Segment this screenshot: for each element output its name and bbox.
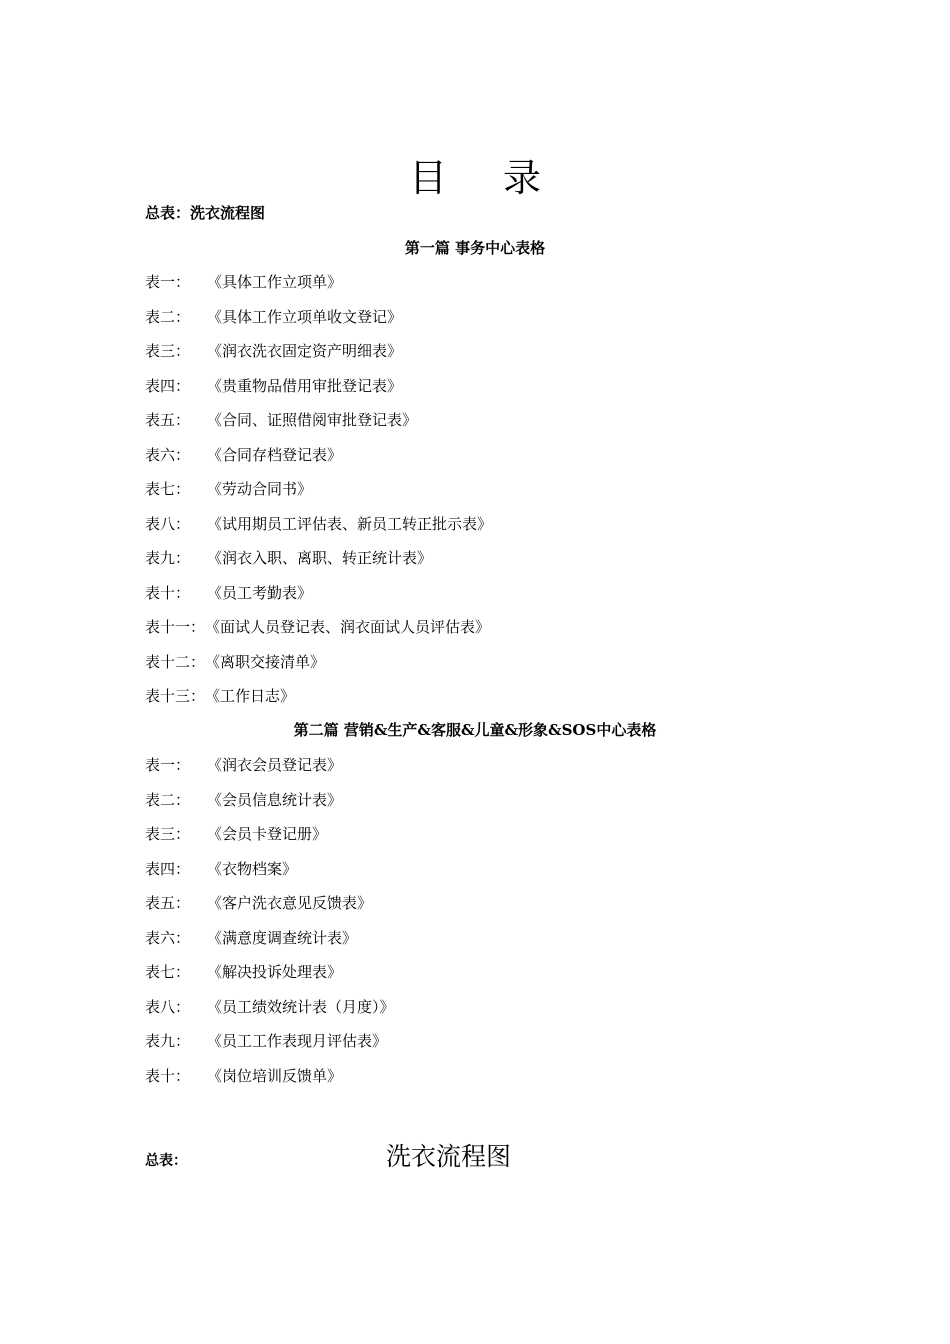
toc-item-label: 表十一： [145,618,206,636]
section2-heading: 第二篇 营销&生产&客服&儿童&形象&SOS中心表格 [293,721,657,739]
toc-item [145,582,492,617]
toc-item-label: 表十： [145,583,191,602]
toc-item [145,961,395,996]
toc-item-name: 《劳动合同书》 [207,480,313,498]
toc-item [145,685,492,720]
toc-item-label: 表九： [145,549,191,567]
toc-item-name: 《会员卡登记册》 [207,825,328,843]
toc-item-name: 《离职交接清单》 [205,652,326,671]
toc-item-name: 《具体工作立项单收文登记》 [207,307,403,326]
toc-item [145,375,492,410]
toc-item [145,513,492,548]
section1-heading: 第一篇 事务中心表格 [404,239,546,257]
toc-item-label: 表六： [145,445,191,464]
toc-item-label: 表三： [145,342,191,360]
toc-item-name: 《客户洗衣意见反馈表》 [207,894,373,912]
toc-item [145,306,492,341]
toc-item [145,789,395,824]
toc-item-name: 《衣物档案》 [207,859,298,878]
toc-item-label: 表一： [145,273,191,291]
toc-item-label: 表七： [145,480,191,498]
toc-item [145,616,492,651]
toc-item-label: 表二： [145,307,191,326]
toc-item-name: 《具体工作立项单》 [207,273,343,291]
toc-item-label: 表一： [145,756,191,774]
toc-item-name: 《员工考勤表》 [207,583,313,602]
toc-item-name: 《润衣会员登记表》 [207,756,343,774]
toc-item [145,996,395,1031]
toc-item-label: 表十二： [145,652,206,671]
summary-entry [145,202,265,224]
toc-item [145,1065,395,1100]
flowchart-title: 洗衣流程图 [386,1142,512,1171]
toc-item [145,271,492,306]
toc-item [145,823,395,858]
toc-item-label: 表十： [145,1066,191,1085]
toc-item [145,754,395,789]
toc-item-name: 《工作日志》 [205,687,296,705]
toc-item-label: 表四： [145,376,191,395]
toc-item [145,892,395,927]
toc-item-label: 表三： [145,825,191,843]
summary-name: 洗衣流程图 [190,204,266,222]
toc-item [145,409,492,444]
toc-item [145,1030,395,1065]
toc-item-label: 表八： [145,514,191,533]
toc-item [145,478,492,513]
toc-item [145,858,395,893]
toc-item-name: 《满意度调查统计表》 [207,928,358,947]
toc-item-label: 表十三： [145,687,206,705]
section2-list [145,754,395,1099]
section1-list [145,271,492,720]
toc-item [145,927,395,962]
toc-item-name: 《合同存档登记表》 [207,445,343,464]
toc-title: 目 录 [408,156,564,200]
toc-item-name: 《会员信息统计表》 [207,790,343,809]
toc-item-label: 表五： [145,894,191,912]
toc-item-name: 《试用期员工评估表、新员工转正批示表》 [207,514,493,533]
toc-item [145,340,492,375]
toc-item-name: 《员工工作表现月评估表》 [207,1032,388,1050]
summary-label: 总表： [145,204,191,222]
toc-item-name: 《润衣洗衣固定资产明细表》 [207,342,403,360]
toc-item-label: 表七： [145,963,191,981]
toc-item [145,444,492,479]
toc-item-label: 表六： [145,928,191,947]
footer-label: 总表： [145,1153,187,1169]
toc-item [145,547,492,582]
toc-item-label: 表四： [145,859,191,878]
toc-item-name: 《润衣入职、离职、转正统计表》 [207,549,433,567]
toc-item-label: 表二： [145,790,191,809]
toc-item-name: 《贵重物品借用审批登记表》 [207,376,403,395]
toc-item-label: 表九： [145,1032,191,1050]
toc-item-name: 《员工绩效统计表（月度）》 [207,997,395,1016]
toc-item-name: 《岗位培训反馈单》 [207,1066,343,1085]
toc-item-name: 《面试人员登记表、润衣面试人员评估表》 [205,618,491,636]
toc-item [145,651,492,686]
toc-item-name: 《合同、证照借阅审批登记表》 [207,411,418,429]
toc-item-name: 《解决投诉处理表》 [207,963,343,981]
toc-item-label: 表八： [145,997,191,1016]
toc-item-label: 表五： [145,411,191,429]
